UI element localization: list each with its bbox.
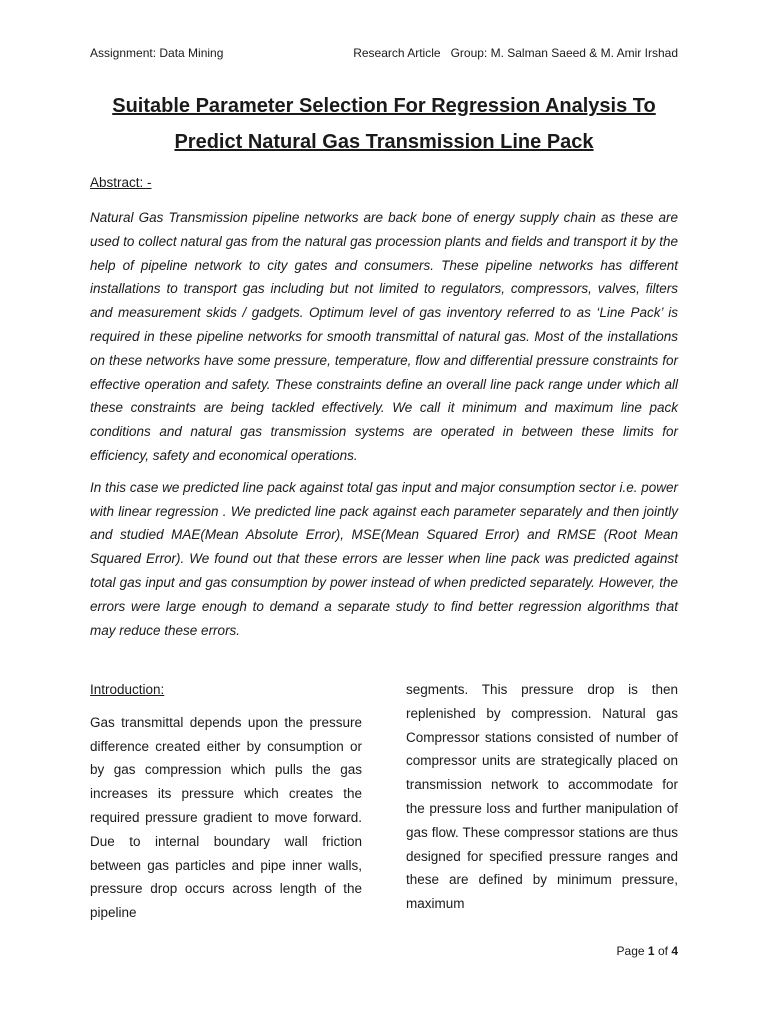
right-column (406, 678, 678, 916)
introduction-heading: Introduction: (90, 682, 165, 697)
abstract-heading: Abstract: - (90, 175, 152, 190)
of-label: of (657, 944, 668, 958)
total-pages: 4 (671, 944, 678, 958)
left-column (90, 678, 362, 925)
introduction-right-text: segments. This pressure drop is then replenished by compression. Natural gas Compressor stations consisted of number of compressor units are strategically placed on transmission network to accommodate for the pressure loss and further manipulation of gas flow. These compressor stations are thus designed for specified pressure ranges and these are defined by minimum pressure, maximum (406, 682, 678, 912)
abstract-body (90, 206, 678, 650)
current-page: 1 (647, 944, 655, 958)
paper-title (80, 88, 688, 160)
abstract-paragraph-1: Natural Gas Transmission pipeline networks are back bone of energy supply chain as these are used to collect natural gas from the natural gas procession plants and fields and transport it by the help of pipeline network to city gates and consumers. These pipeline networks has different installations to transport gas including but not limited to regulators, compressors, valves, filters and measurement skids / gadgets. Optimum level of gas inventory referred to as ‘Line Pack’ is required in these pipeline networks for smooth transmittal of natural gas. Most of the installations on these networks have some pressure, temperature, flow and differential pressure constraints for effective operation and safety. These constraints define an overall line pack range under which all these constraints are being tackled effectively. We call it minimum and maximum line pack conditions and natural gas transmission systems are operated in between these limits for efficiency, safety and economical operations. (90, 210, 678, 463)
page-label: Page (616, 944, 645, 958)
article-type-label: Research Article (353, 46, 441, 60)
page-footer (617, 944, 678, 958)
introduction-left-text: Gas transmittal depends upon the pressure difference created either by consumption or by gas compression which pulls the gas increases its pressure which creates the required pressure gradient to move forward. Due to internal boundary wall friction between gas particles and pipe inner walls, pressure drop occurs across length of the pipeline (90, 714, 362, 921)
title-line-2: Predict Natural Gas Transmission Line Pack (174, 131, 594, 153)
header-right (353, 46, 678, 60)
title-line-1: Suitable Parameter Selection For Regression Analysis To (112, 95, 656, 117)
assignment-label: Assignment: Data Mining (90, 46, 224, 60)
group-label: Group: M. Salman Saeed & M. Amir Irshad (450, 46, 678, 60)
abstract-paragraph-2: In this case we predicted line pack against total gas input and major consumption sector i.e. power with linear regression . We predicted line pack against each parameter separately and then jointly and studied MAE(Mean Absolute Error), MSE(Mean Squared Error) and RMSE (Root Mean Squared Error). We found out that these errors are lesser when line pack was predicted against total gas input and gas consumption by power instead of when predicted separately. However, the errors were large enough to demand a separate study to find better regression algorithms that may reduce these errors. (90, 479, 678, 638)
page-header (90, 46, 678, 64)
